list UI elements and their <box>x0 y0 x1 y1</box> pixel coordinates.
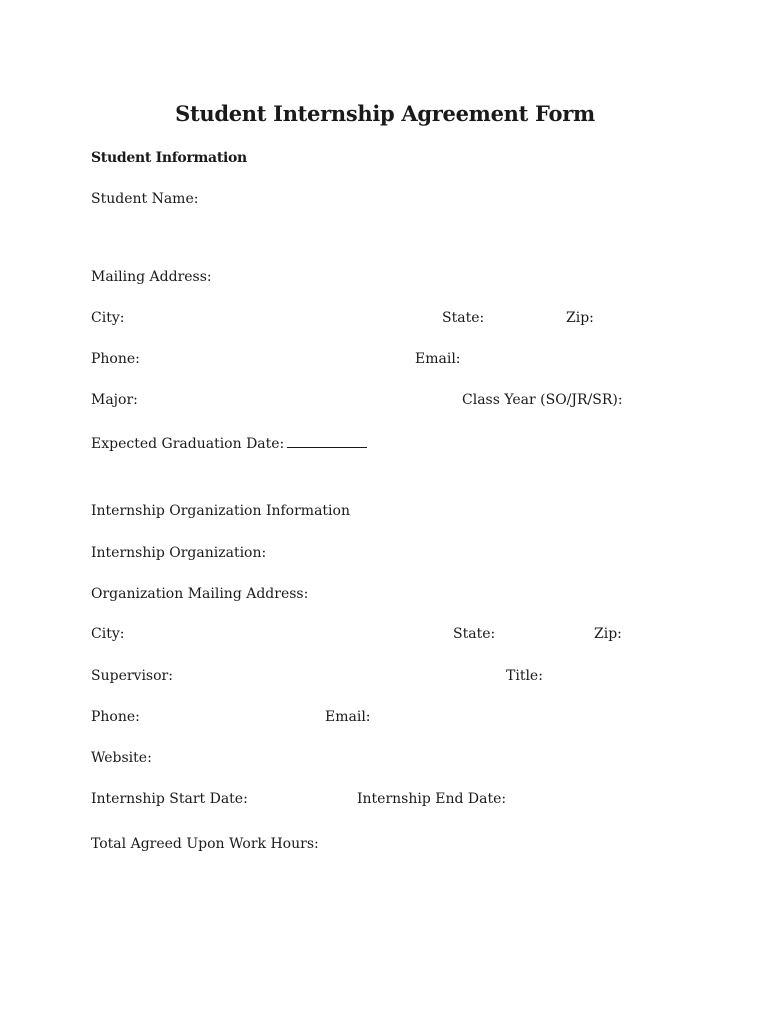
form-title: Student Internship Agreement Form <box>175 101 595 126</box>
organization-info-heading: Internship Organization Information <box>91 503 350 519</box>
work-hours-label: Total Agreed Upon Work Hours: <box>91 836 319 852</box>
end-date-label: Internship End Date: <box>357 791 507 807</box>
org-city-label: City: <box>91 626 125 642</box>
student-name-label: Student Name: <box>91 191 199 207</box>
organization-label: Internship Organization: <box>91 545 267 561</box>
phone-label: Phone: <box>91 351 140 367</box>
supervisor-title-label: Title: <box>506 668 543 684</box>
org-mailing-address-label: Organization Mailing Address: <box>91 586 309 602</box>
mailing-address-label: Mailing Address: <box>91 269 212 285</box>
expected-graduation-label: Expected Graduation Date: <box>91 436 285 452</box>
expected-graduation-row <box>91 435 367 453</box>
email-label: Email: <box>415 351 461 367</box>
zip-label: Zip: <box>566 310 594 326</box>
supervisor-label: Supervisor: <box>91 668 173 684</box>
org-zip-label: Zip: <box>594 626 622 642</box>
org-email-label: Email: <box>325 709 371 725</box>
student-info-heading: Student Information <box>91 150 247 166</box>
class-year-label: Class Year (SO/JR/SR): <box>462 392 623 408</box>
city-label: City: <box>91 310 125 326</box>
start-date-label: Internship Start Date: <box>91 791 248 807</box>
state-label: State: <box>442 310 485 326</box>
org-phone-label: Phone: <box>91 709 140 725</box>
major-label: Major: <box>91 392 138 408</box>
expected-graduation-blank[interactable] <box>287 435 367 448</box>
website-label: Website: <box>91 750 152 766</box>
org-state-label: State: <box>453 626 496 642</box>
